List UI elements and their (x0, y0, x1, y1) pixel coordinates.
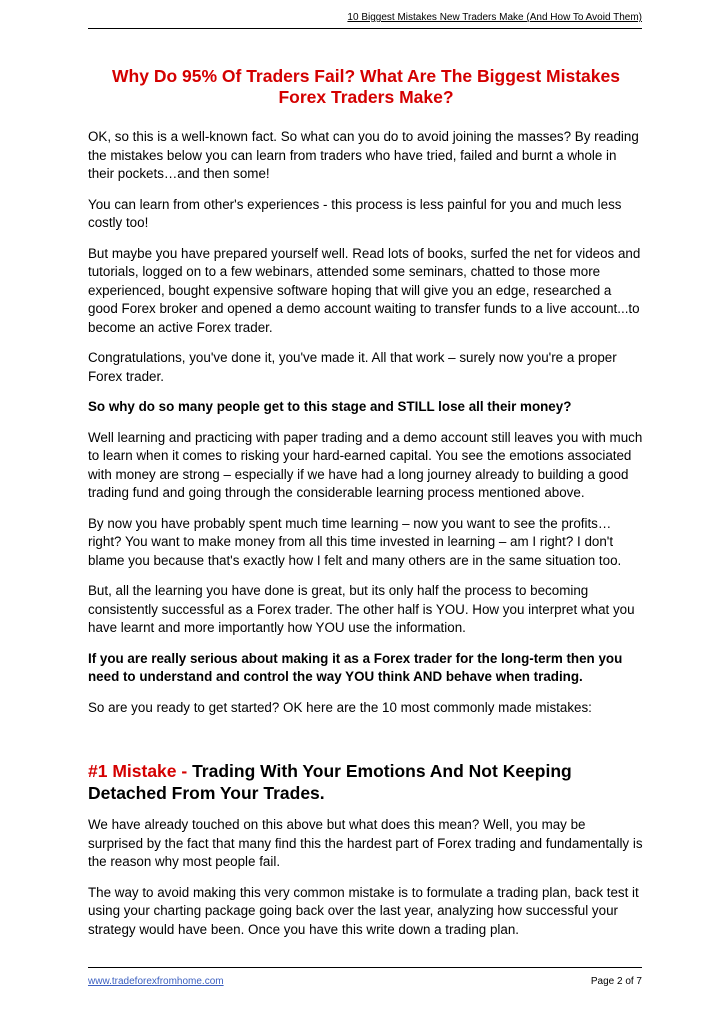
intro-paragraph-10: So are you ready to get started? OK here are the 10 most commonly made mistakes: (88, 699, 592, 715)
footer-site-link[interactable]: www.tradeforexfromhome.com (88, 976, 224, 987)
footer-page-number: Page 2 of 7 (590, 976, 642, 987)
section-1-title-text: Trading With Your Emotions And Not Keeping Detached From Your Trades. (88, 761, 572, 803)
section-1-paragraph-2: The way to avoid making this very common mistake is to formulate a trading plan, back test it using your charting package going back over the last year, analyzing how successful your strategy would have been. Once you have this write down a trading plan. (88, 884, 639, 937)
intro-paragraph-9-bold: If you are really serious about making it as a Forex trader for the long-term then you need to understand and control the way YOU think AND behave when trading. (88, 650, 623, 684)
intro-paragraph-6: Well learning and practicing with paper trading and a demo account still leaves you with much to learn when it comes to risking your hard-earned capital. You see the emotions associated with money are strong – especially if we have had a long journey already to building a good trading fund and going through the considerable learning process mentioned above. (88, 429, 643, 500)
intro-paragraph-7: By now you have probably spent much time learning – now you want to see the profits…right? You want to make money from all this time invested in learning – am I right? I don't blame you because that's exactly how I felt and many others are in the same situation too. (88, 515, 622, 568)
intro-paragraph-1: OK, so this is a well-known fact. So what can you do to avoid joining the masses? By reading the mistakes below you can learn from traders who have tried, failed and burnt a whole in their pockets…and then some! (88, 129, 639, 181)
main-title: Why Do 95% Of Traders Fail? What Are The Biggest Mistakes Forex Traders Make? (112, 66, 620, 107)
intro-paragraph-2: You can learn from other's experiences - this process is less painful for you and much less costly too! (88, 196, 622, 230)
intro-paragraph-3: But maybe you have prepared yourself well. Read lots of books, surfed the net for videos and tutorials, logged on to a few webinars, attended some seminars, chatted to those more experienced, bought expensive software hoping that will give you an edge, researched a good Forex broker and opened a demo account waiting to transfer funds to a live account...to become an active Forex trader. (88, 245, 641, 335)
section-1-number-label: #1 Mistake - (88, 761, 188, 781)
section-1-title (88, 760, 644, 804)
page-footer (88, 967, 642, 998)
page-header (88, 6, 642, 29)
intro-paragraph-5-bold: So why do so many people get to this stage and STILL lose all their money? (88, 399, 572, 414)
page-content (88, 66, 644, 939)
header-doc-title-link[interactable]: 10 Biggest Mistakes New Traders Make (And How To Avoid Them) (347, 12, 642, 23)
intro-paragraph-4: Congratulations, you've done it, you've made it. All that work – surely now you're a proper Forex trader. (88, 350, 617, 384)
section-1-paragraph-1: We have already touched on this above but what does this mean? Well, you may be surprised by the fact that many find this the hardest part of Forex trading and fundamentally is the reason why most people fail. (88, 817, 643, 869)
intro-paragraph-8: But, all the learning you have done is great, but its only half the process to becoming consistently successful as a Forex trader. The other half is YOU. How you interpret what you have learnt and more importantly how YOU use the information. (88, 583, 635, 635)
